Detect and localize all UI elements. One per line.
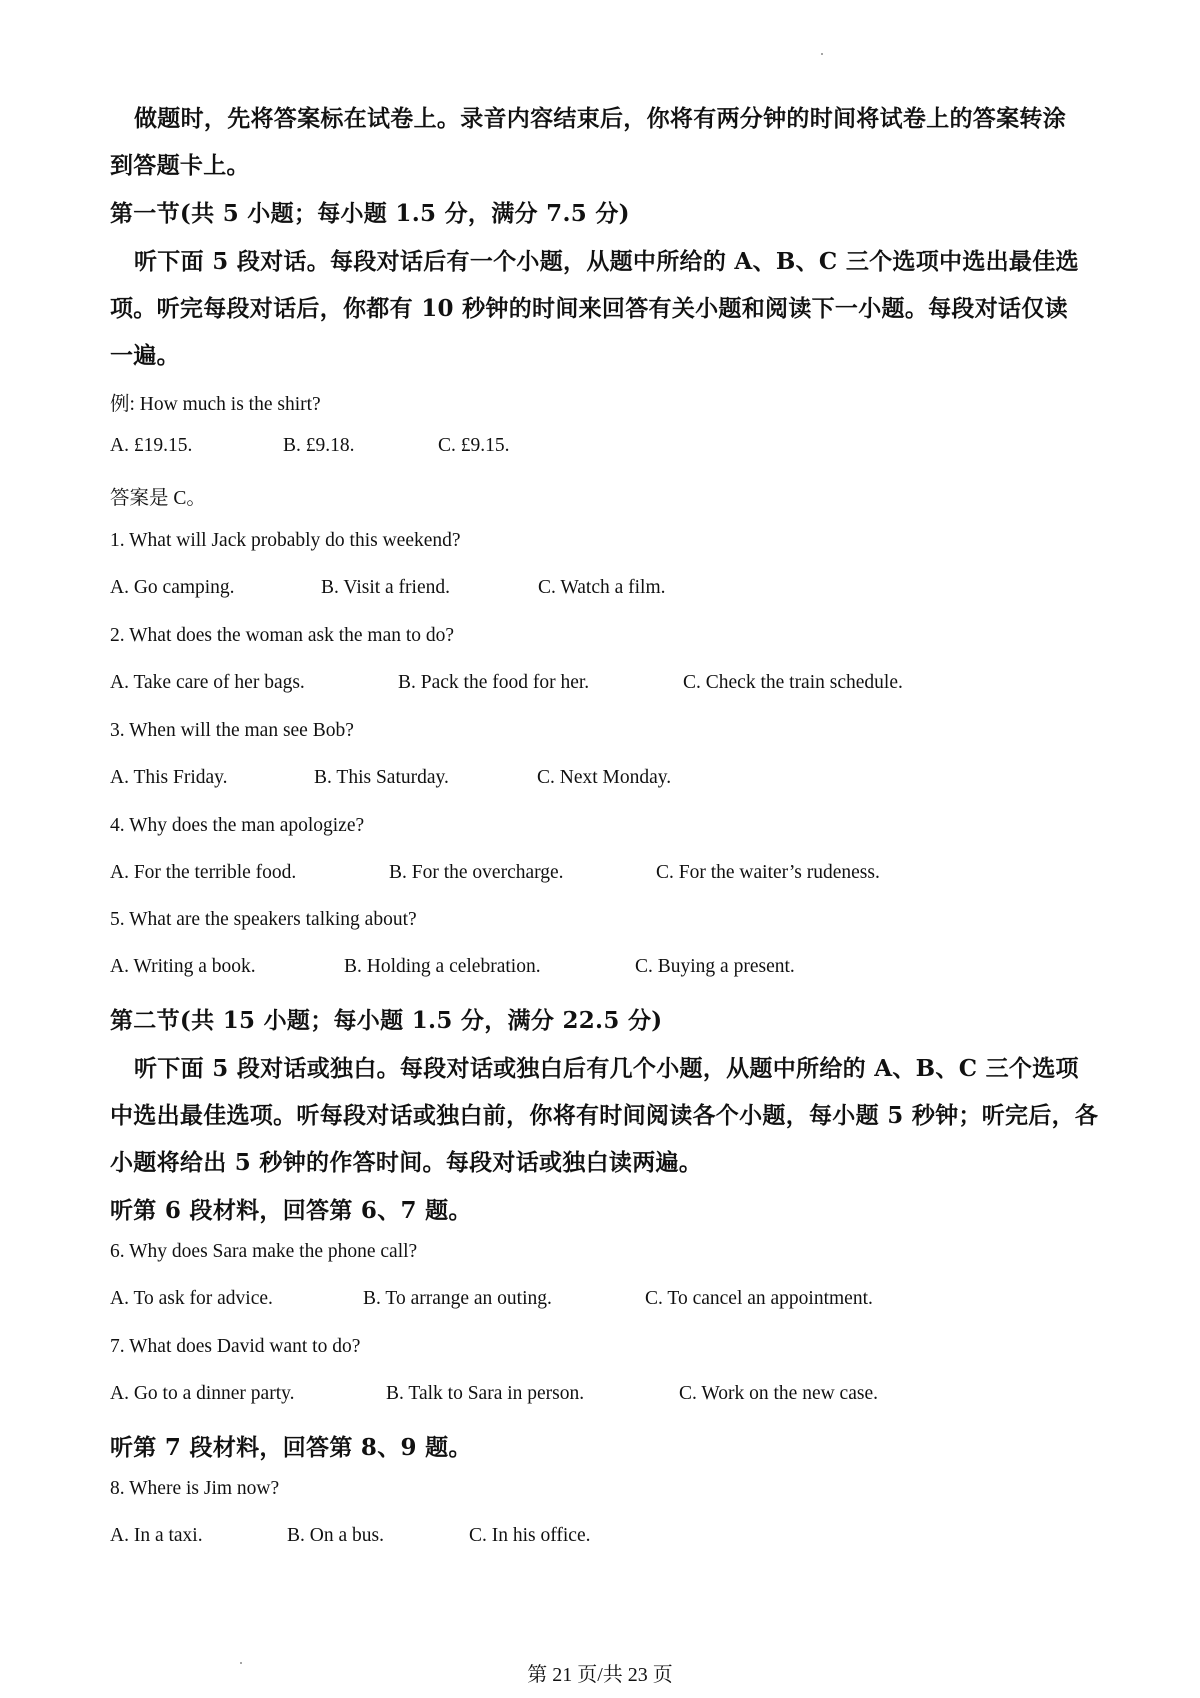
question-3: 3. When will the man see Bob?: [110, 720, 354, 741]
question-5: 5. What are the speakers talking about?: [110, 909, 417, 930]
section-1-instructions-3: 一遍。: [110, 342, 180, 369]
example-question: 例: How much is the shirt?: [110, 394, 321, 415]
question-7: 7. What does David want to do?: [110, 1336, 361, 1357]
question-3-option-c: C. Next Monday.: [537, 767, 672, 788]
question-3-option-b: B. This Saturday.: [314, 767, 449, 788]
question-4-option-a: A. For the terrible food.: [110, 862, 297, 883]
question-6-option-c: C. To cancel an appointment.: [645, 1288, 873, 1309]
question-2: 2. What does the woman ask the man to do?: [110, 625, 455, 646]
intro-line-1: 做题时，先将答案标在试卷上。录音内容结束后，你将有两分钟的时间将试卷上的答案转涂: [134, 105, 1066, 132]
section-2-heading: 第二节(共 15 小题；每小题 1.5 分，满分 22.5 分): [110, 1007, 663, 1034]
intro-line-2: 到答题卡上。: [110, 152, 250, 179]
question-3-option-a: A. This Friday.: [110, 767, 228, 788]
material-6-heading: 听第 6 段材料，回答第 6、7 题。: [110, 1197, 472, 1224]
question-2-option-a: A. Take care of her bags.: [110, 672, 305, 693]
question-6: 6. Why does Sara make the phone call?: [110, 1241, 418, 1262]
example-option-a: A. £19.15.: [110, 435, 193, 456]
question-4-option-b: B. For the overcharge.: [389, 862, 564, 883]
question-4: 4. Why does the man apologize?: [110, 815, 365, 836]
question-2-option-b: B. Pack the food for her.: [398, 672, 590, 693]
question-4-option-c: C. For the waiter’s rudeness.: [656, 862, 880, 883]
question-7-option-a: A. Go to a dinner party.: [110, 1383, 295, 1404]
example-option-b: B. £9.18.: [283, 435, 355, 456]
question-5-option-b: B. Holding a celebration.: [344, 956, 541, 977]
question-6-option-b: B. To arrange an outing.: [363, 1288, 552, 1309]
section-2-instructions-1: 听下面 5 段对话或独白。每段对话或独白后有几个小题，从题中所给的 A、B、C 三个选项: [134, 1055, 1079, 1082]
question-7-option-c: C. Work on the new case.: [679, 1383, 878, 1404]
example-option-c: C. £9.15.: [438, 435, 510, 456]
scan-speck: [821, 53, 823, 55]
material-7-heading: 听第 7 段材料，回答第 8、9 题。: [110, 1434, 472, 1461]
page-number: 第 21 页/共 23 页: [527, 1664, 673, 1686]
question-6-option-a: A. To ask for advice.: [110, 1288, 273, 1309]
section-1-instructions-1: 听下面 5 段对话。每段对话后有一个小题，从题中所给的 A、B、C 三个选项中选出最佳选: [134, 248, 1079, 275]
question-5-option-c: C. Buying a present.: [635, 956, 795, 977]
section-1-instructions-2: 项。听完每段对话后，你都有 10 秒钟的时间来回答有关小题和阅读下一小题。每段对话仅读: [110, 295, 1068, 322]
question-1-option-c: C. Watch a film.: [538, 577, 666, 598]
question-1-option-a: A. Go camping.: [110, 577, 235, 598]
section-2-instructions-2: 中选出最佳选项。听每段对话或独白前，你将有时间阅读各个小题，每小题 5 秒钟；听完后，各: [110, 1102, 1099, 1129]
question-8-option-b: B. On a bus.: [287, 1525, 384, 1546]
question-1-option-b: B. Visit a friend.: [321, 577, 450, 598]
question-1: 1. What will Jack probably do this weekend?: [110, 530, 461, 551]
question-7-option-b: B. Talk to Sara in person.: [386, 1383, 585, 1404]
section-2-instructions-3: 小题将给出 5 秒钟的作答时间。每段对话或独白读两遍。: [110, 1149, 703, 1176]
question-8: 8. Where is Jim now?: [110, 1478, 280, 1499]
example-answer: 答案是 C。: [110, 488, 206, 509]
question-8-option-a: A. In a taxi.: [110, 1525, 203, 1546]
question-5-option-a: A. Writing a book.: [110, 956, 256, 977]
question-8-option-c: C. In his office.: [469, 1525, 591, 1546]
section-1-heading: 第一节(共 5 小题；每小题 1.5 分，满分 7.5 分): [110, 200, 630, 227]
question-2-option-c: C. Check the train schedule.: [683, 672, 903, 693]
